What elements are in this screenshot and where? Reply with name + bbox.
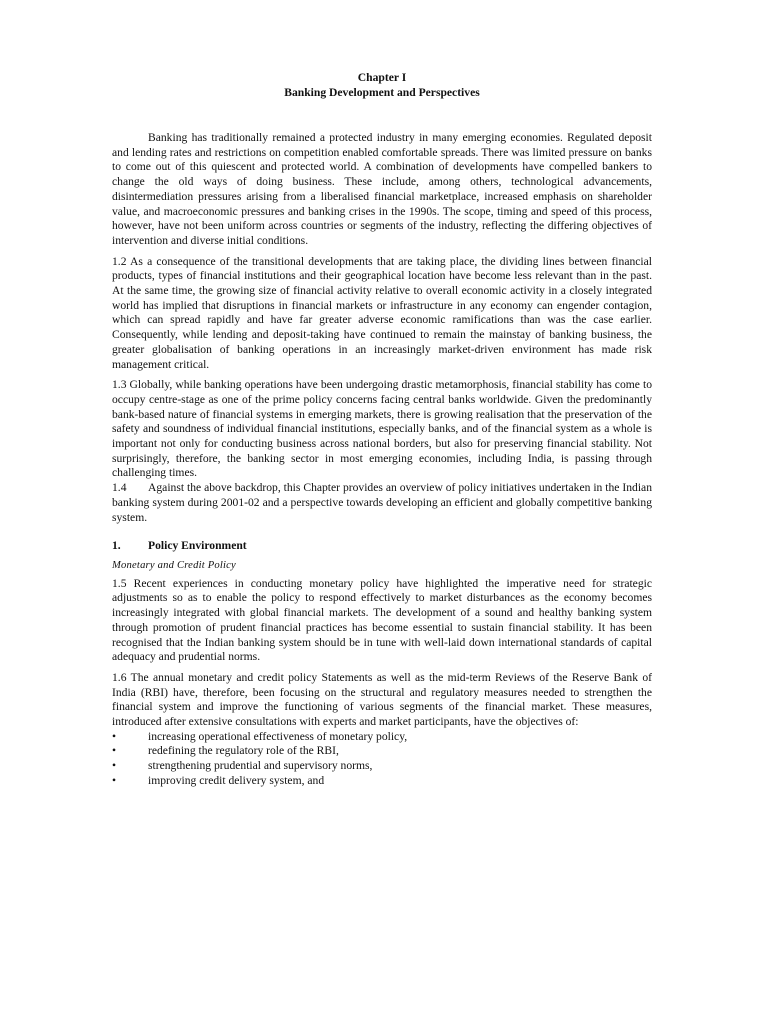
- list-item-text: improving credit delivery system, and: [148, 773, 325, 787]
- intro-paragraph: Banking has traditionally remained a protected industry in many emerging economies. Regulated deposit and lending rates and restrictions on competition enabled comfortable spreads. There was limited pressure on banks to come out of this quiescent and protected world. A combination of developments have compelled bankers to change the old ways of doing business. These include, among others, technological advancements, disintermediation pressures arising from a liberalised financial marketplace, increased emphasis on shareholder value, and macroeconomic pressures and banking crises in the 1990s. The scope, timing and speed of this process, however, have not been uniform across countries or segments of the industry, reflecting the differing objectives of intervention and diverse initial conditions.: [112, 131, 652, 247]
- bullet-icon: •: [112, 729, 117, 743]
- chapter-label: Chapter I: [357, 71, 407, 84]
- paragraph-number: 1.4: [112, 481, 127, 495]
- subsection-title: Monetary and Credit Policy: [112, 559, 236, 571]
- section-heading: [112, 539, 652, 554]
- chapter-heading: [112, 70, 652, 100]
- list-item: [112, 774, 652, 789]
- objectives-list: [112, 730, 652, 789]
- list-item: [112, 730, 652, 745]
- list-item: [112, 744, 652, 759]
- paragraph-text: Against the above backdrop, this Chapter provides an overview of policy initiatives undertaken in the Indian banking system during 2001-02 and a perspective towards developing an efficient and globally competitive banking system.: [112, 481, 652, 524]
- section-number: 1.: [112, 539, 121, 553]
- paragraph-1-4: [112, 481, 652, 525]
- list-item-text: strengthening prudential and supervisory norms,: [148, 759, 373, 773]
- paragraph-1-5: 1.5 Recent experiences in conducting monetary policy have highlighted the imperative need for strategic adjustments so as to enable the policy to respond effectively to market disturbances as the economy becomes increasingly integrated with global financial markets. The development of a sound and healthy banking system through promotion of prudent financial practices has become essential to sustain financial stability. It has been recognised that the Indian banking system should be in tune with well-laid down international standards of capital adequacy and prudential norms.: [112, 576, 652, 664]
- section-title: Policy Environment: [148, 539, 247, 553]
- paragraph-1-2: 1.2 As a consequence of the transitional developments that are taking place, the dividing lines between financial products, types of financial institutions and their geographical location have become less relevant than in the past. At the same time, the growing size of financial activity relative to overall economic activity in a closely integrated world has implied that disruptions in financial markets or infrastructure in any economy can engender contagion, which can spread rapidly and have far greater adverse economic ramifications than was the case earlier. Consequently, while lending and deposit-taking have continued to remain the mainstay of banking business, the greater globalisation of banking operations in an increasingly market-driven environment has made risk management critical.: [112, 254, 652, 371]
- bullet-icon: •: [112, 744, 117, 758]
- bullet-icon: •: [112, 759, 117, 773]
- list-item-text: redefining the regulatory role of the RBI,: [148, 744, 339, 758]
- chapter-title: Banking Development and Perspectives: [284, 86, 480, 99]
- document-page: [112, 70, 652, 789]
- bullet-icon: •: [112, 773, 117, 787]
- list-item: [112, 759, 652, 774]
- paragraph-1-6: 1.6 The annual monetary and credit policy Statements as well as the mid-term Reviews of the Reserve Bank of India (RBI) have, therefore, been focusing on the structural and regulatory measures needed to strengthen the financial system and improve the functioning of various segments of the financial market. These measures, introduced after extensive consultations with experts and market participants, have the objectives of:: [112, 670, 652, 729]
- paragraph-1-3: 1.3 Globally, while banking operations have been undergoing drastic metamorphosis, financial stability has come to occupy centre-stage as one of the prime policy concerns facing central banks worldwide. Given the predominantly bank-based nature of financial systems in emerging markets, there is growing realisation that the preservation of the safety and soundness of individual financial institutions, especially banks, and of the financial system as a whole is important not only for conducting business across national borders, but also for preserving financial stability. Not surprisingly, therefore, the banking sector in most emerging economies, including India, is passing through challenging times.: [112, 378, 652, 480]
- list-item-text: increasing operational effectiveness of monetary policy,: [148, 729, 408, 743]
